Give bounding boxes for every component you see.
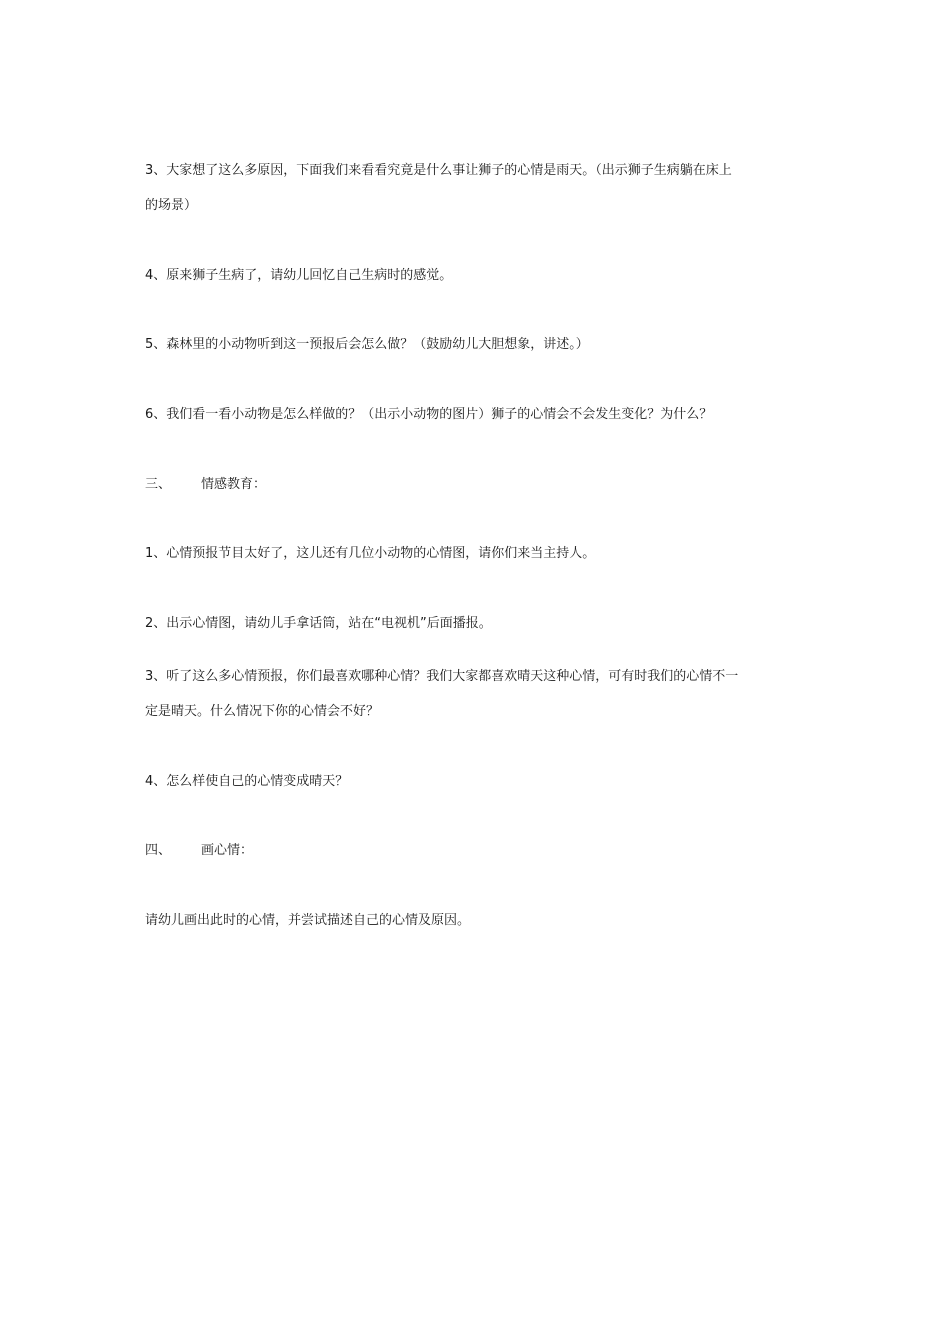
section-heading-4 [145, 842, 253, 860]
paragraph-item-4: 4、原来狮子生病了，请幼儿回忆自己生病时的感觉。 [145, 268, 453, 283]
section-3-item-3-line-1: 3、听了这么多心情预报，你们最喜欢哪种心情？我们大家都喜欢晴天这种心情，可有时我们的心情不一 [145, 669, 739, 684]
section-3-item-1: 1、心情预报节目太好了，这儿还有几位小动物的心情图，请你们来当主持人。 [145, 546, 596, 561]
section-3-item-4: 4、怎么样使自己的心情变成晴天？ [145, 774, 349, 789]
paragraph-item-3-line-1: 3、大家想了这么多原因，下面我们来看看究竟是什么事让狮子的心情是雨天。（出示狮子生病躺在床上 [145, 163, 732, 178]
section-3-number: 三、 [145, 477, 172, 492]
paragraph-item-6: 6、我们看一看小动物是怎么样做的？（出示小动物的图片）狮子的心情会不会发生变化？为什么？ [145, 407, 713, 422]
section-heading-3 [145, 476, 266, 494]
section-3-item-2: 2、出示心情图，请幼儿手拿话筒，站在“电视机”后面播报。 [145, 616, 492, 631]
section-3-item-3-line-2: 定是晴天。什么情况下你的心情会不好？ [145, 704, 380, 719]
section-4-body: 请幼儿画出此时的心情，并尝试描述自己的心情及原因。 [145, 913, 471, 928]
section-3-title: 情感教育： [201, 477, 267, 492]
section-4-number: 四、 [145, 843, 172, 858]
paragraph-item-3-line-2: 的场景） [145, 198, 198, 213]
section-4-title: 画心情： [201, 843, 254, 858]
paragraph-item-5: 5、森林里的小动物听到这一预报后会怎么做？（鼓励幼儿大胆想象，讲述。） [145, 337, 589, 352]
